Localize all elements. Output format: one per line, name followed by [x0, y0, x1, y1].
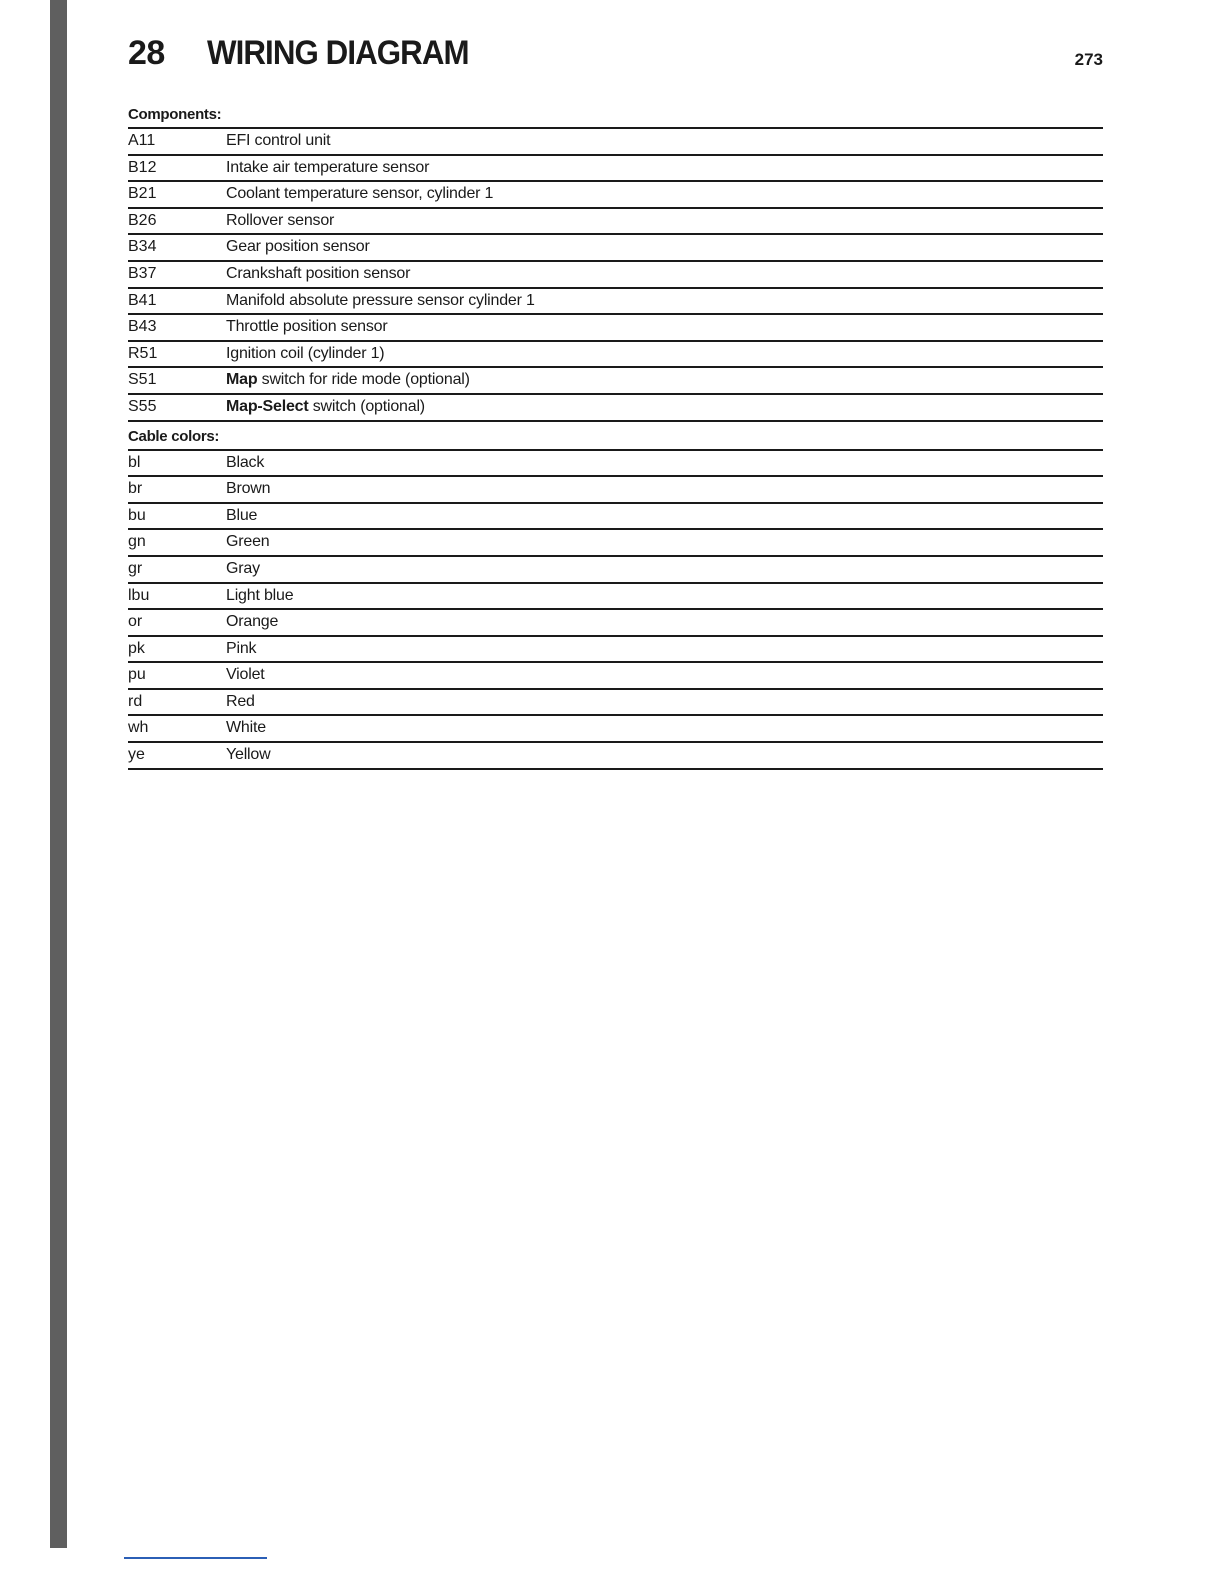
- item-code: or: [128, 613, 143, 631]
- item-code: S55: [128, 397, 157, 415]
- item-description: [226, 368, 1103, 393]
- item-description: Pink: [226, 639, 257, 657]
- item-code: lbu: [128, 586, 150, 604]
- component-row: [128, 342, 1103, 369]
- item-description: White: [226, 719, 266, 737]
- cable-color-row: [128, 743, 1103, 770]
- cable-color-row: [128, 451, 1103, 478]
- item-code: A11: [128, 132, 156, 149]
- item-description: EFI control unit: [226, 132, 331, 149]
- cable-color-row: [128, 530, 1103, 557]
- page-number: 273: [1074, 50, 1103, 69]
- item-description: Crankshaft position sensor: [226, 264, 411, 282]
- cable-color-row: [128, 690, 1103, 717]
- item-description: Yellow: [226, 746, 271, 764]
- component-row: [128, 262, 1103, 289]
- item-description: Light blue: [226, 586, 294, 604]
- cable-color-row: [128, 504, 1103, 531]
- item-code: bl: [128, 453, 141, 471]
- item-code: gr: [128, 559, 143, 577]
- item-code: pu: [128, 666, 146, 684]
- item-description: Orange: [226, 613, 279, 631]
- item-code: S51: [128, 371, 157, 389]
- item-code: pk: [128, 639, 145, 657]
- legend-content: [128, 103, 1103, 770]
- cable-color-row: [128, 637, 1103, 664]
- item-description: Gear position sensor: [226, 238, 370, 256]
- cable-color-row: [128, 716, 1103, 743]
- item-code: B37: [128, 264, 157, 282]
- cable-color-row: [128, 477, 1103, 504]
- footer-link-line: [124, 1557, 267, 1559]
- item-code: B41: [128, 291, 157, 309]
- cable-colors-heading: Cable colors:: [128, 425, 1103, 451]
- item-code: bu: [128, 506, 146, 524]
- page-side-bar: [50, 0, 67, 1548]
- item-code: gn: [128, 533, 146, 551]
- item-description: [226, 395, 1103, 420]
- item-description: Green: [226, 533, 270, 551]
- item-description: Manifold absolute pressure sensor cylinder 1: [226, 291, 535, 309]
- component-row: [128, 156, 1103, 183]
- item-description-text: switch for ride mode (optional): [257, 371, 470, 389]
- item-code: br: [128, 480, 143, 498]
- item-description: Red: [226, 692, 255, 710]
- chapter-number: 28: [128, 34, 165, 72]
- item-description-emphasis: Map-Select: [226, 397, 309, 415]
- component-row: [128, 129, 1103, 156]
- item-code: B12: [128, 158, 157, 176]
- component-row: [128, 209, 1103, 236]
- item-code: rd: [128, 692, 143, 710]
- item-description: Gray: [226, 559, 260, 577]
- chapter-title: WIRING DIAGRAM: [207, 34, 469, 72]
- components-list: [128, 129, 1103, 422]
- item-code: B34: [128, 238, 157, 256]
- item-code: wh: [128, 719, 149, 737]
- cable-color-row: [128, 610, 1103, 637]
- item-code: B21: [128, 185, 157, 203]
- item-description-emphasis: Map: [226, 371, 258, 389]
- component-row: [128, 182, 1103, 209]
- item-code: ye: [128, 746, 145, 764]
- components-heading: Components:: [128, 103, 1103, 129]
- cable-color-row: [128, 557, 1103, 584]
- item-code: B26: [128, 211, 157, 229]
- item-description: Ignition coil (cylinder 1): [226, 344, 385, 362]
- item-description: Brown: [226, 480, 271, 498]
- item-description: Black: [226, 453, 265, 471]
- item-description: Throttle position sensor: [226, 318, 388, 336]
- item-code: R51: [128, 344, 158, 362]
- component-row: [128, 315, 1103, 342]
- page-header: [128, 30, 1103, 80]
- item-description: Intake air temperature sensor: [226, 158, 430, 176]
- item-description: Violet: [226, 666, 265, 684]
- cable-color-row: [128, 584, 1103, 611]
- item-description: Blue: [226, 506, 258, 524]
- cable-color-row: [128, 663, 1103, 690]
- component-row: [128, 368, 1103, 395]
- component-row: [128, 235, 1103, 262]
- item-description: Coolant temperature sensor, cylinder 1: [226, 185, 494, 203]
- item-code: B43: [128, 318, 157, 336]
- component-row: [128, 395, 1103, 422]
- component-row: [128, 289, 1103, 316]
- item-description: Rollover sensor: [226, 211, 335, 229]
- cable-colors-list: [128, 451, 1103, 770]
- item-description-text: switch (optional): [308, 397, 425, 415]
